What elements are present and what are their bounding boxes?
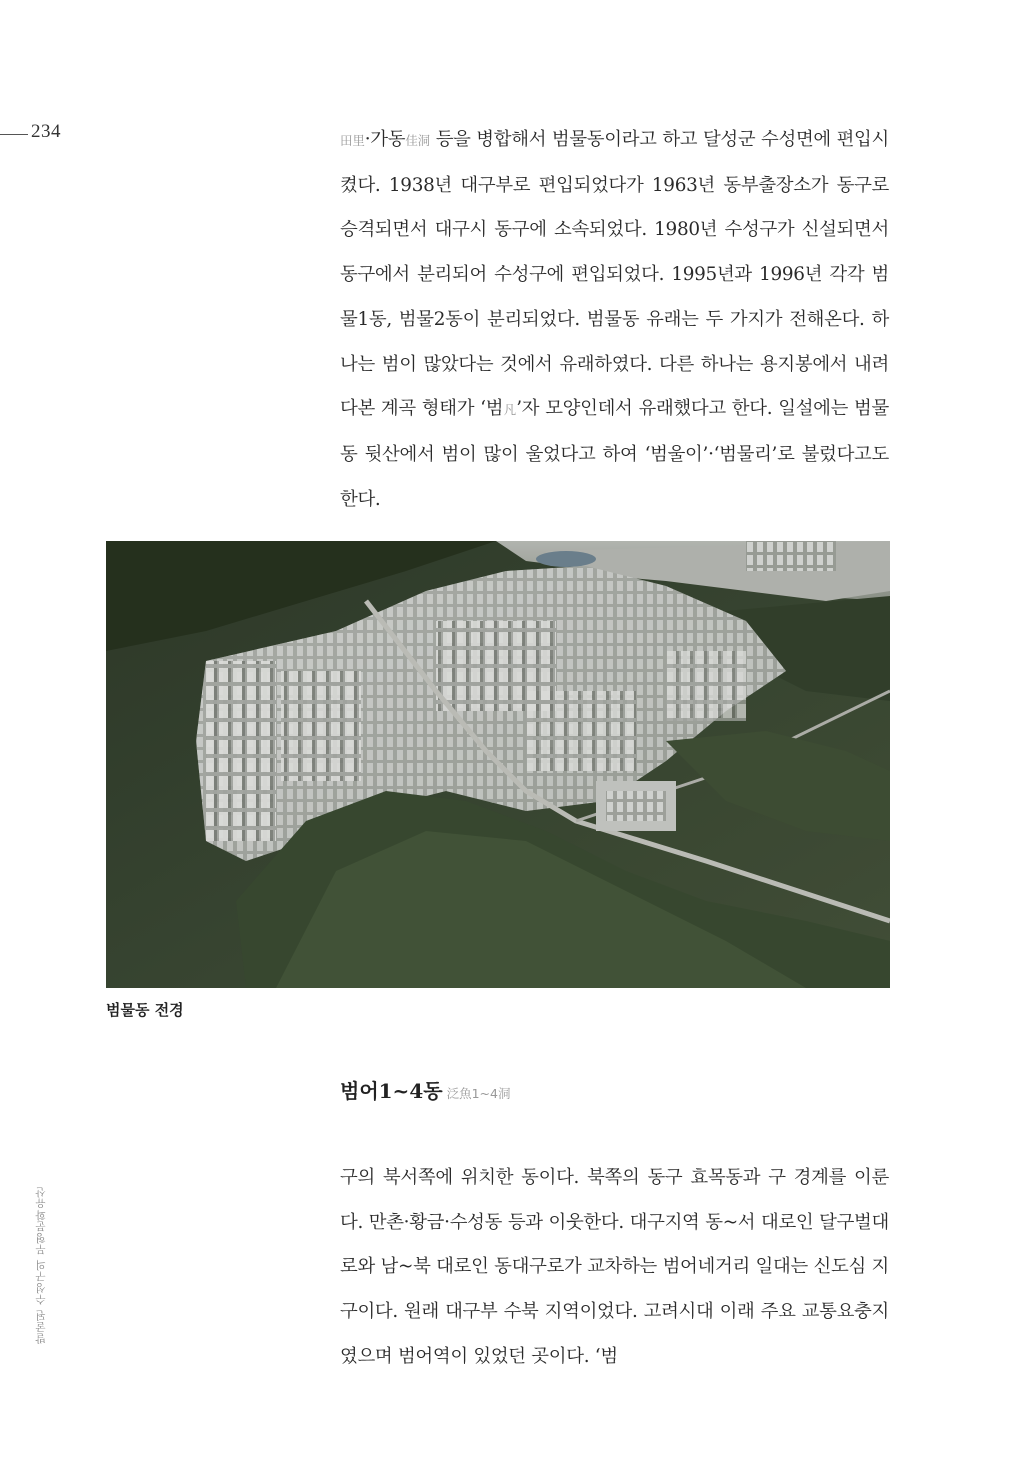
hanja-annotation: 田里 [340, 133, 365, 148]
paragraph-text: ·가동 [364, 129, 406, 150]
photo-caption: 범물동 전경 [106, 1001, 184, 1019]
paragraph-text: 등을 병합해서 범물동이라고 하고 달성군 수성면에 편입시켰다. 1938년 대구부로 편입되었다가 1963년 동부출장소가 동구로 승격되면서 대구시 동구에 소속되었다. 1980년 수성구가 신설되면서 동구에서 분리되어 수성구에 편입되었다. 1995년과 1996년 각각 범물1동, 범물2동이 분리되었다. 범물동 유래는 두 가지가 전해온다. 하나는 범이 많았다는 것에서 유래하였다. 다른 하나는 용지봉에서 내려다본 계곡 형태가 ‘범 [340, 129, 889, 420]
hanja-annotation: 佳洞 [405, 133, 430, 148]
section-subtitle: 泛魚1~4洞 [446, 1086, 511, 1101]
side-running-title: 발굴된 수성구의 무형문화유산 [35, 1186, 47, 1345]
body-paragraph-1 [340, 118, 889, 522]
page-number-rule [0, 134, 28, 135]
paragraph-text: ’자 모양인데서 유래했다고 한다. 일설에는 범물동 뒷산에서 범이 많이 울었다고 하여 ‘범울이’·‘범물리’로 불렀다고도 한다. [340, 398, 889, 510]
body-paragraph-2: 구의 북서쪽에 위치한 동이다. 북쪽의 동구 효목동과 구 경계를 이룬다. 만촌·황금·수성동 등과 이웃한다. 대구지역 동~서 대로인 달구벌대로와 남~북 대로인 동대구로가 교차하는 범어네거리 일대는 신도심 지구이다. 원래 대구부 수북 지역이었다. 고려시대 이래 주요 교통요충지였으며 범어역이 있었던 곳이다. ‘범 [340, 1167, 889, 1367]
hanja-annotation: 凡 [503, 402, 517, 418]
page-number: 234 [31, 121, 61, 142]
section-heading [340, 1075, 510, 1104]
aerial-photo-image [106, 541, 890, 988]
aerial-photo [106, 541, 890, 988]
section-title: 범어1~4동 [340, 1079, 443, 1103]
